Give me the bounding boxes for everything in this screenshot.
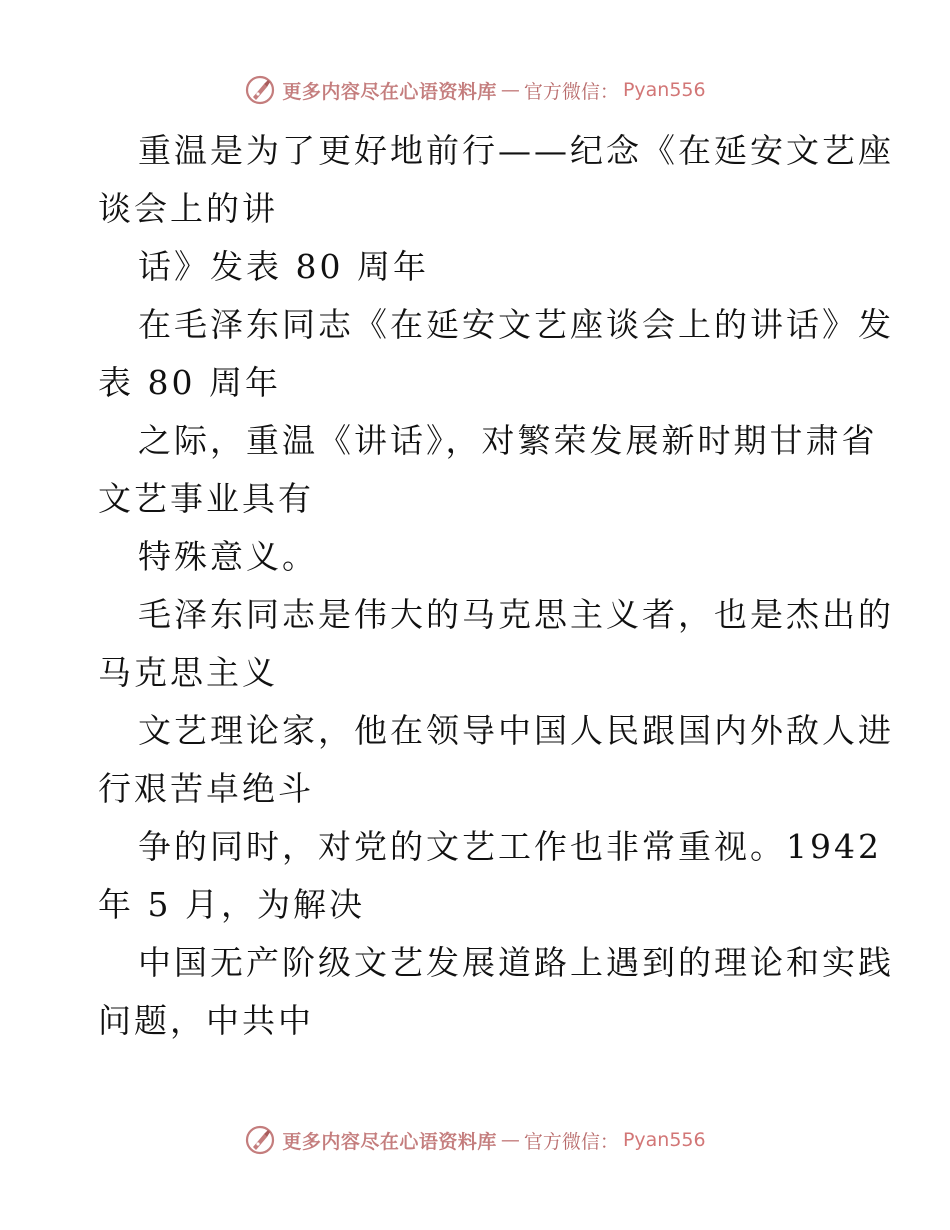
paragraph-line: 文艺理论家，他在领导中国人民跟国内外敌人进 (138, 711, 894, 750)
watermark-brand: 更多内容尽在心语资料库 (282, 1130, 497, 1153)
paragraph-line: 特殊意义。 (138, 537, 318, 576)
pen-nib-logo-icon (244, 1124, 276, 1156)
paragraph-line: 中国无产阶级文艺发展道路上遇到的理论和实践 (138, 943, 894, 982)
watermark-footer (0, 1120, 950, 1160)
watermark-dash: — (500, 1129, 520, 1151)
paragraph-line: 毛泽东同志是伟大的马克思主义者，也是杰出的 (138, 595, 894, 634)
pen-nib-logo-icon (244, 74, 276, 106)
watermark-header (0, 70, 950, 110)
paragraph-line: 马克思主义 (98, 653, 278, 692)
title-line-continued: 话》发表 80 周年 (138, 247, 429, 286)
watermark-brand: 更多内容尽在心语资料库 (282, 80, 497, 103)
watermark-wechat-id: Pyan556 (622, 1129, 706, 1151)
paragraph-line: 争的同时，对党的文艺工作也非常重视。1942 (138, 827, 882, 866)
paragraph-line: 问题，中共中 (98, 1001, 314, 1040)
watermark-official-label: 官方微信： (523, 80, 619, 103)
title-line: 重温是为了更好地前行——纪念《在延安文艺座 (138, 131, 894, 170)
paragraph-line: 年 5 月，为解决 (98, 885, 365, 924)
paragraph-line: 行艰苦卓绝斗 (98, 769, 314, 808)
paragraph-line: 文艺事业具有 (98, 479, 314, 518)
watermark-dash: — (500, 79, 520, 101)
paragraph-line: 之际，重温《讲话》，对繁荣发展新时期甘肃省 (138, 421, 878, 460)
paragraph-line: 在毛泽东同志《在延安文艺座谈会上的讲话》发 (138, 305, 894, 344)
watermark-wechat-id: Pyan556 (622, 79, 706, 101)
title-line-continued: 谈会上的讲 (98, 189, 278, 228)
paragraph-line: 表 80 周年 (98, 363, 281, 402)
document-body (98, 122, 894, 1050)
watermark-official-label: 官方微信： (523, 1130, 619, 1153)
